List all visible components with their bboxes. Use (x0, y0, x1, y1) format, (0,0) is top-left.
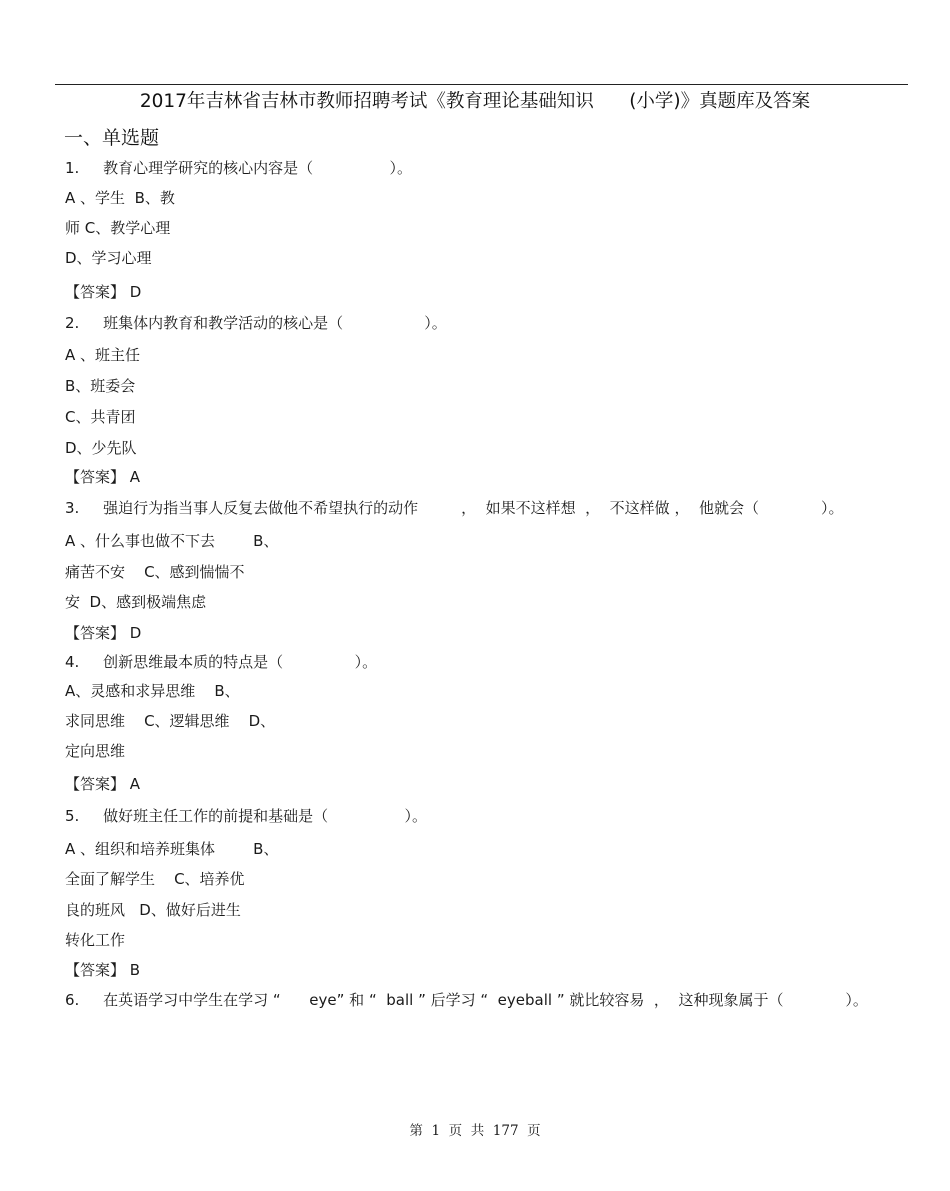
section-heading: 一、单选题 (64, 127, 160, 149)
option-line: 良的班风 D、做好后进生 (65, 901, 241, 919)
answer-line: 【答案】 D (65, 624, 142, 642)
option-line: D、少先队 (65, 439, 137, 457)
answer-line: 【答案】 B (65, 961, 141, 979)
option-line: A 、组织和培养班集体 B、 (65, 840, 279, 858)
question-line: 1. 教育心理学研究的核心内容是（ ）。 (65, 159, 412, 177)
option-line: 求同思维 C、逻辑思维 D、 (65, 712, 276, 730)
header-rule (55, 84, 908, 85)
option-line: 安 D、感到极端焦虑 (65, 593, 207, 611)
option-line: A、灵感和求异思维 B、 (65, 682, 240, 700)
option-line: A 、班主任 (65, 346, 141, 364)
option-line: B、班委会 (65, 377, 136, 395)
option-line: D、学习心理 (65, 249, 152, 267)
question-line: 4. 创新思维最本质的特点是（ ）。 (65, 653, 378, 671)
option-line: C、共青团 (65, 408, 136, 426)
option-line: 全面了解学生 C、培养优 (65, 870, 245, 888)
question-line: 5. 做好班主任工作的前提和基础是（ ）。 (65, 807, 427, 825)
question-line: 3. 强迫行为指当事人反复去做他不希望执行的动作 ， 如果不这样想 ， 不这样做 ， 他就会（ ）。 (65, 499, 844, 517)
answer-line: 【答案】 A (65, 468, 141, 486)
question-line: 6. 在英语学习中学生在学习 “ eye” 和 “ ball ” 后学习 “ eyeball ” 就比较容易 ， 这种现象属于（ ）。 (65, 991, 868, 1009)
answer-line: 【答案】 D (65, 283, 142, 301)
document-title: 2017年吉林省吉林市教师招聘考试《教育理论基础知识 (小学)》真题库及答案 (139, 91, 811, 112)
question-line: 2. 班集体内教育和教学活动的核心是（ ）。 (65, 314, 447, 332)
option-line: 转化工作 (65, 931, 126, 949)
option-line: 定向思维 (65, 742, 126, 760)
page-footer: 第 1 页 共 177 页 (409, 1123, 541, 1139)
answer-line: 【答案】 A (65, 775, 141, 793)
option-line: A 、学生 B、教 (65, 189, 175, 207)
option-line: A 、什么事也做不下去 B、 (65, 532, 279, 550)
option-line: 师 C、教学心理 (65, 219, 171, 237)
option-line: 痛苦不安 C、感到惴惴不 (65, 563, 245, 581)
